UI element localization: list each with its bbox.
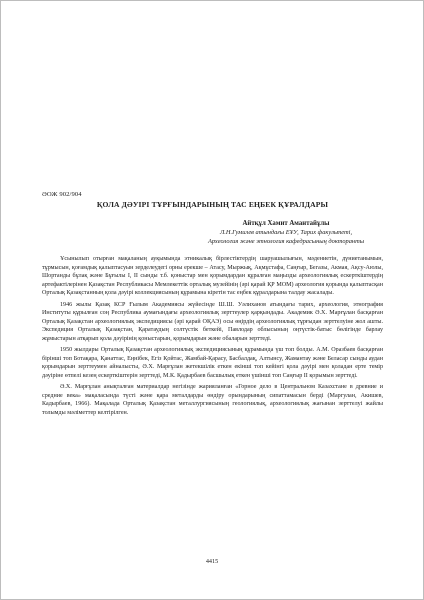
author-name: Айтқұл Хамит Амантайұлы: [242, 220, 330, 227]
author-block: [191, 220, 381, 246]
udk-code: ӘОЖ 902/904: [42, 191, 82, 198]
body-paragraph: 1946 жылы Қазақ КСР Ғылым Академиясы жүйесінде Ш.Ш. Уәлиханов атындағы тарих, археология, этнография Институты құрылған соң Республика аумағындағы археологиялық зерттеулер қарқындады. Академик Ә.Х. Марғұлан басқарған Орталық Қазақстан археологиялық экспедициясы (әрі қарай ОҚАЭ) осы өңірдің археологиялық тұрғыдан зерттелуіне жол ашты. Экспедиция Орталық Қазақстан, Қаратаудың солтүстік беткейі, Павлодар облысының оңтүстік-батыс бөлігінде барлау жұмыстарын атқарып қола дәуірінің қоныстарын, қорымдарын және обаларын зерттеді.: [42, 301, 383, 342]
author-affiliation-line-1: Л.Н.Гумилев атындағы ЕҰУ, Тарих факультеті,: [219, 228, 353, 236]
body-paragraph: Ұсынылып отырған мақаланың ауқымында этникалық бірлестіктердің шаруашылығын, мәдениетін, дүниетанымын, тұрмысын, қоғамдық қалыптасуын зерделеудегі орны ерекше – Атасу, Мыржық, Ақмұстафа, Саңғыр, Бегазы, Акмая, Ақсу-Аюлы, Шортанды бұлақ және Бұғылы I, II сынды т.б. қоныстар мен қорымдардан құралған маңызды археологиялық ескерткіштердің артефактілерінен Қазақстан Республикасы Мемлекеттік орталық музейінің (әрі қарай ҚР МОМ) археология қорында қалыптасқан Орталық Қазақстанның қола дәуірі коллекциясының құрамына кіретін тас еңбек құралдарына талдау жасалады.: [42, 256, 383, 297]
page-number: 4415: [205, 558, 219, 565]
body-paragraph: 1950 жылдары Орталық Қазақстан археологиялық экспедициясының құрамында үш топ болды. А.М. Оразбаев басқарған бірінші топ Ботақара, Қанаттас, Еңнібек, Егіз Қойтас, Жамбай-Қарасу, Басбалдақ, Алтынсу, Жамантау және Беласар сынды аудан қорымдарын зерттеумен айналысты, Ә.Х. Марғұлан жетекшілік еткен екінші топ кейінгі қола дәуірі мен қоладан ерте темір дәуіріне өтпелі кезең ескерткіштерін зерттеді, М.К. Қадырбаев басшылық еткен үшінші топ Саңғыр II қорымын зерттеді.: [42, 347, 383, 379]
author-affiliation-line-2: Археология және этнология кафедрасының докторанты: [207, 237, 365, 245]
article-title: ҚОЛА ДӘУІРІ ТҰРҒЫНДАРЫНЫҢ ТАС ЕҢБЕК ҚҰРАЛДАРЫ: [96, 200, 329, 209]
article-body: [42, 255, 383, 420]
body-paragraph: Ә.Х. Марғұлан анықталған материалдар негізінде жарияланған «Горное дело в Центральном Казахстане в древние и средние века» мақаласында түсті және қара металдарды өндіру орындарының сипаттамасын берді (Маргулан, Акишев, Кадырбаев, 1966). Мақалада Орталық Қазақстан металлургиясының геологиялық, археологиялық жағынан зерттелуі жайлы толымды мәліметтер келтірілген.: [42, 384, 383, 416]
